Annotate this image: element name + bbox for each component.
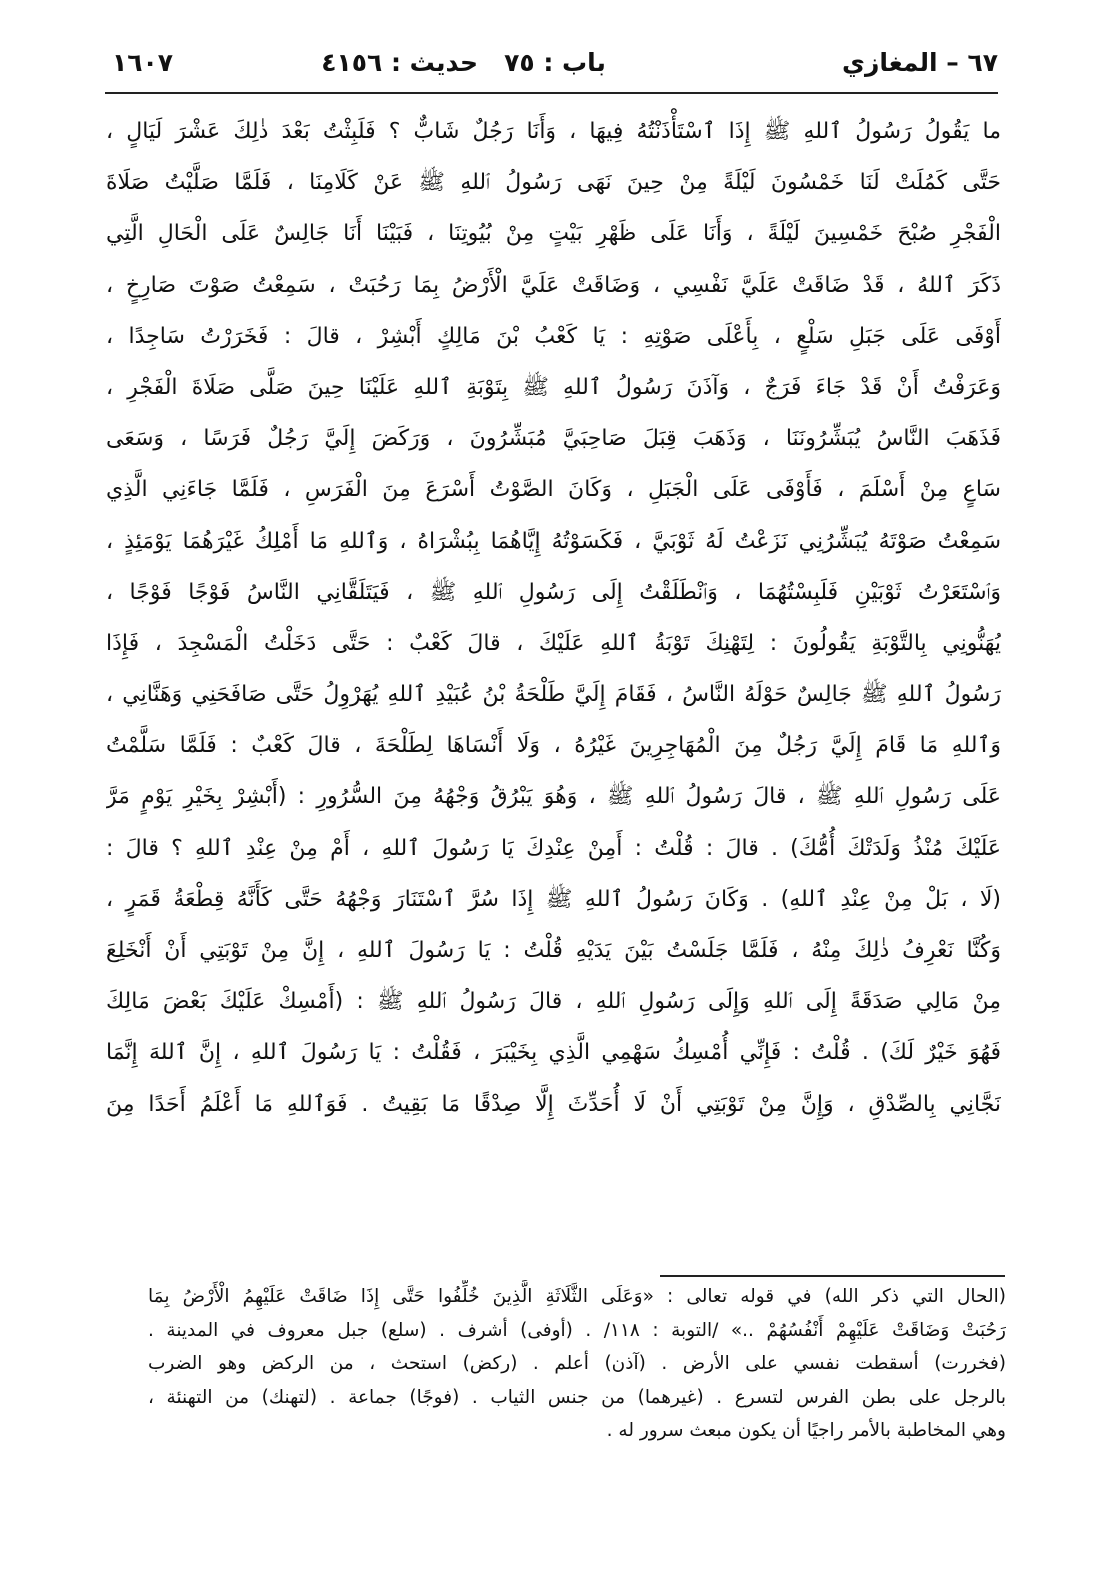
text-line: (لَا ، بَلْ مِنْ عِنْدِ ٱللهِ) . وَكَانَ رَسُولُ ٱللهِ ﷺ إِذَا سُرَّ ٱسْتَنَارَ وَجْهُهُ حَتَّى كَأَنَّهُ قِطْعَةُ قَمَرٍ ، [106,886,1001,912]
text-line: ذَكَرَ ٱللهُ ، قَدْ ضَاقَتْ عَلَيَّ نَفْسِي ، وَضَاقَتْ عَلَيَّ الْأَرْضُ بِمَا رَحُبَتْ ، سَمِعْتُ صَوْتَ صَارِخٍ ، [106,272,1001,298]
running-header [112,40,998,90]
text-line: عَلَيْكَ مُنْذُ وَلَدَتْكَ أُمُّكَ) . قالَ : قُلْتُ : أَمِنْ عِنْدِكَ يَا رَسُولَ ٱللهِ ، أَمْ مِنْ عِنْدِ ٱللهِ ؟ قالَ : [106,835,1001,861]
text-line: وَٱللهِ مَا قَامَ إِلَيَّ رَجُلٌ مِنَ الْمُهَاجِرِينَ غَيْرُهُ ، وَلَا أَنْسَاهَا لِطَلْحَةَ ، قالَ كَعْبٌ : فَلَمَّا سَلَّمْتُ [106,733,1001,759]
footnote-line: بالرجل على بطن الفرس لتسرع . (غيرهما) من جنس الثياب . (فوجًا) جماعة . (لتهنك) من التهنئة ، [148,1386,1006,1408]
text-line: مِنْ مَالِي صَدَقَةً إِلَى ٱللهِ وَإِلَى رَسُولِ ٱللهِ ، قالَ رَسُولُ ٱللهِ ﷺ : (أَمْسِكْ عَلَيْكَ بَعْضَ مَالِكَ [106,989,1001,1015]
hadith-text [106,106,1001,1283]
text-line: الْفَجْرِ صُبْحَ خَمْسِينَ لَيْلَةً ، وَأَنَا عَلَى ظَهْرِ بَيْتٍ مِنْ بُيُوتِنَا ، فَبَيْنَا أَنَا جَالِسٌ عَلَى الْحَالِ الَّتِي [106,221,1001,247]
footnotes [148,1280,1006,1448]
footnote-line: (الحال التي ذكر الله) في قوله تعالى : «وَعَلَى الثَّلَاثَةِ الَّذِينَ خُلِّفُوا حَتَّى إِذَا ضَاقَتْ عَلَيْهِمُ الْأَرْضُ بِمَا [148,1286,1006,1307]
text-line: وَٱسْتَعَرْتُ ثَوْبَيْنِ فَلَبِسْتُهُمَا ، وَٱنْطَلَقْتُ إِلَى رَسُولِ ٱللهِ ﷺ ، فَيَتَلَقَّانِي النَّاسُ فَوْجًا فَوْجًا ، [106,579,1001,605]
text-line [106,1181,1001,1232]
text-line: يُهَنُّونِي بِالتَّوْبَةِ يَقُولُونَ : لِتَهْنِكَ تَوْبَةُ ٱللهِ عَلَيْكَ ، قالَ كَعْبٌ : حَتَّى دَخَلْتُ الْمَسْجِدَ ، فَإِذَا [106,630,1001,656]
hadith-number: حديث : ٤١٥٦ [321,48,478,77]
text-line: نَجَّانِي بِالصِّدْقِ ، وَإِنَّ مِنْ تَوْبَتِي أَنْ لَا أُحَدِّثَ إِلَّا صِدْقًا مَا بَقِيتُ . فَوَٱللهِ مَا أَعْلَمُ أَحَدًا مِنَ [106,1091,1001,1117]
text-line [106,1130,1001,1181]
header-divider [105,92,998,94]
text-line: حَتَّى كَمُلَتْ لَنَا خَمْسُونَ لَيْلَةً مِنْ حِينَ نَهَى رَسُولُ ٱللهِ ﷺ عَنْ كَلَامِنَا ، فَلَمَّا صَلَّيْتُ صَلَاةَ [106,170,1001,196]
text-line: فَذَهَبَ النَّاسُ يُبَشِّرُونَنَا ، وَذَهَبَ قِبَلَ صَاحِبَيَّ مُبَشِّرُونَ ، وَرَكَضَ إِلَيَّ رَجُلٌ فَرَسًا ، وَسَعَى [106,426,1001,452]
text-line: سَاعٍ مِنْ أَسْلَمَ ، فَأَوْفَى عَلَى الْجَبَلِ ، وَكَانَ الصَّوْتُ أَسْرَعَ مِنَ الْفَرَسِ ، فَلَمَّا جَاءَنِي الَّذِي [106,477,1001,503]
page-number: ١٦٠٧ [112,48,174,77]
text-line: ما يَقُولُ رَسُولُ ٱللهِ ﷺ إِذَا ٱسْتَأْذَنْتُهُ فِيهَا ، وَأَنَا رَجُلٌ شَابٌّ ؟ فَلَبِثْتُ بَعْدَ ذٰلِكَ عَشْرَ لَيَالٍ ، [106,119,1001,144]
footnote-divider [660,1275,1005,1277]
footnote-line: (فخررت) أسقطت نفسي على الأرض . (آذن) أعلم . (ركض) استحث ، من الركض وهو الضرب [148,1353,1006,1375]
text-line: وَكُنَّا نَعْرِفُ ذٰلِكَ مِنْهُ ، فَلَمَّا جَلَسْتُ بَيْنَ يَدَيْهِ قُلْتُ : يَا رَسُولَ ٱللهِ ، إِنَّ مِنْ تَوْبَتِي أَنْ أَنْخَلِعَ [106,938,1001,963]
text-line: عَلَى رَسُولِ ٱللهِ ﷺ ، قالَ رَسُولُ ٱللهِ ﷺ ، وَهُوَ يَبْرُقُ وَجْهُهُ مِنَ السُّرُورِ : (أَبْشِرْ بِخَيْرِ يَوْمٍ مَرَّ [106,784,1001,810]
chapter-title: ٦٧ – المغازي [842,48,998,77]
text-line: أَوْفَى عَلَى جَبَلِ سَلْعٍ ، بِأَعْلَى صَوْتِهِ : يَا كَعْبُ بْنَ مَالِكٍ أَبْشِرْ ، قالَ : فَخَرَرْتُ سَاجِدًا ، [106,323,1001,349]
text-line: فَهُوَ خَيْرٌ لَكَ) . قُلْتُ : فَإِنِّي أُمْسِكُ سَهْمِي الَّذِي بِخَيْبَرَ ، فَقُلْتُ : يَا رَسُولَ ٱللهِ ، إِنَّ ٱللهَ إِنَّمَا [106,1040,1001,1066]
footnote-line: رَحُبَتْ وَضَاقَتْ عَلَيْهِمْ أَنْفُسُهُمْ ..» /التوبة : ١١٨/ . (أوفى) أشرف . (سلع) جبل معروف في المدينة . [148,1319,1006,1341]
footnote-line: وهي المخاطبة بالأمر راجيًا أن يكون مبعث سرور له . [606,1420,1006,1442]
text-line: رَسُولُ ٱللهِ ﷺ جَالِسٌ حَوْلَهُ النَّاسُ ، فَقَامَ إِلَيَّ طَلْحَةُ بْنُ عُبَيْدِ ٱللهِ يُهَرْوِلُ حَتَّى صَافَحَنِي وَهَنَّانِي ، [106,682,1001,708]
bab-number: باب : ٧٥ [504,48,606,77]
text-line: سَمِعْتُ صَوْتَهُ يُبَشِّرُنِي نَزَعْتُ لَهُ ثَوْبَيَّ ، فَكَسَوْتُهُ إِيَّاهُمَا بِبُشْرَاهُ ، وَٱللهِ مَا أَمْلِكُ غَيْرَهُمَا يَوْمَئِذٍ ، [106,528,1001,554]
text-line: وَعَرَفْتُ أَنْ قَدْ جَاءَ فَرَجٌ ، وَآذَنَ رَسُولُ ٱللهِ ﷺ بِتَوْبَةِ ٱللهِ عَلَيْنَا حِينَ صَلَّى صَلَاةَ الْفَجْرِ ، [106,374,1001,400]
